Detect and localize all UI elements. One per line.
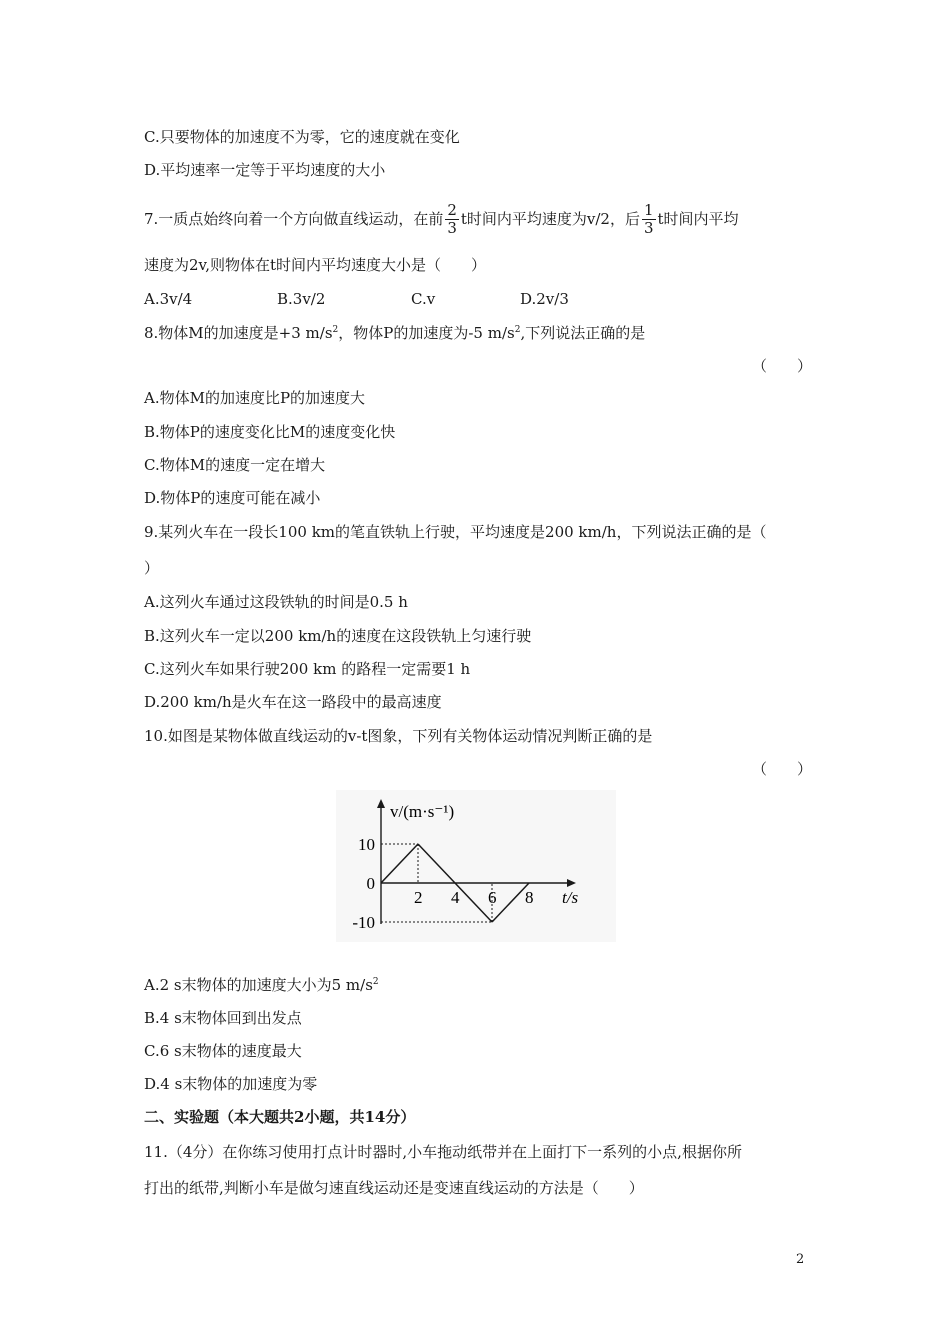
y-tick-label: -10	[352, 913, 375, 932]
page-number: 2	[796, 1252, 805, 1267]
q10-option-b: B.4 s末物体回到出发点	[144, 1009, 302, 1027]
q7-stem-line2: 速度为2v,则物体在t时间内平均速度大小是（ ）	[144, 256, 487, 274]
q9-option-b: B.这列火车一定以200 km/h的速度在这段铁轨上匀速行驶	[144, 627, 532, 645]
q7-text-a: 7.一质点始终向着一个方向做直线运动，在前	[144, 210, 444, 228]
q8-option-c: C.物体M的速度一定在增大	[144, 456, 326, 474]
x-tick-label: 2	[414, 888, 423, 907]
q11-stem-line2: 打出的纸带,判断小车是做匀速直线运动还是变速直线运动的方法是（ ）	[144, 1179, 644, 1197]
q6-option-c: C.只要物体的加速度不为零，它的速度就在变化	[144, 128, 460, 146]
x-axis-label: t/s	[562, 888, 579, 907]
q7-text-c: t时间内平均	[657, 210, 739, 228]
q8-answer-paren: （ ）	[752, 357, 813, 375]
q7-frac2-denominator: 3	[643, 218, 654, 237]
q8-option-d: D.物体P的速度可能在减小	[144, 489, 321, 507]
q7-fraction-2-3	[445, 202, 459, 237]
q10-option-d: D.4 s末物体的加速度为零	[144, 1075, 318, 1093]
q7-frac1-numerator: 2	[447, 200, 457, 219]
q10-option-a-sup: 2	[372, 977, 379, 987]
q10-option-a-text: A.2 s末物体的加速度大小为5 m/s	[144, 976, 373, 994]
q10-option-c: C.6 s末物体的速度最大	[144, 1042, 302, 1060]
q8-option-b: B.物体P的速度变化比M的速度变化快	[144, 423, 396, 441]
q7-frac1-denominator: 3	[447, 218, 457, 237]
q10-stem: 10.如图是某物体做直线运动的v-t图象，下列有关物体运动情况判断正确的是	[144, 727, 653, 745]
q8-stem	[144, 323, 645, 343]
q8-text-a: 8.物体M的加速度是+3 m/s	[144, 324, 333, 342]
q9-option-a: A.这列火车通过这段铁轨的时间是0.5 h	[144, 593, 408, 611]
section-2-heading: 二、实验题（本大题共2小题，共14分）	[144, 1108, 416, 1126]
q7-option-b: B.3v/2	[277, 290, 326, 308]
q8-sup1: 2	[332, 325, 339, 335]
q8-text-b: ，物体P的加速度为-5 m/s	[338, 324, 515, 342]
q7-frac2-numerator: 1	[643, 200, 654, 219]
q6-option-d: D.平均速率一定等于平均速度的大小	[144, 161, 386, 179]
chart-background	[336, 790, 616, 942]
q7-stem-line1	[144, 195, 739, 243]
x-tick-label: 4	[451, 888, 460, 907]
y-axis-label: v/(m·s⁻¹)	[390, 802, 455, 821]
q9-option-d: D.200 km/h是火车在这一路段中的最高速度	[144, 693, 442, 711]
y-tick-label: 0	[366, 874, 375, 893]
q8-sup2: 2	[514, 325, 521, 335]
q10-answer-paren: （ ）	[752, 760, 813, 778]
q9-stem-line2: ）	[144, 559, 160, 577]
q11-stem-line1: 11.（4分）在你练习使用打点计时器时,小车拖动纸带并在上面打下一系列的小点,根据你所	[144, 1143, 742, 1161]
q8-text-c: ,下列说法正确的是	[520, 324, 646, 342]
q10-option-a	[144, 975, 379, 995]
y-tick-label: 10	[358, 835, 375, 854]
q7-fraction-1-3	[642, 202, 656, 237]
x-tick-label: 6	[488, 888, 497, 907]
q8-option-a: A.物体M的加速度比P的加速度大	[144, 389, 366, 407]
x-tick-label: 8	[525, 888, 534, 907]
q7-option-a: A.3v/4	[144, 290, 193, 308]
q7-option-c: C.v	[411, 290, 436, 308]
q9-stem-line1: 9.某列火车在一段长100 km的笔直铁轨上行驶，平均速度是200 km/h，下列说法正确的是（	[144, 523, 767, 541]
q7-text-b: t时间内平均速度为v/2，后	[460, 210, 640, 228]
q7-option-d: D.2v/3	[520, 290, 569, 308]
q9-option-c: C.这列火车如果行驶200 km 的路程一定需要1 h	[144, 660, 471, 678]
vt-graph	[336, 790, 616, 942]
